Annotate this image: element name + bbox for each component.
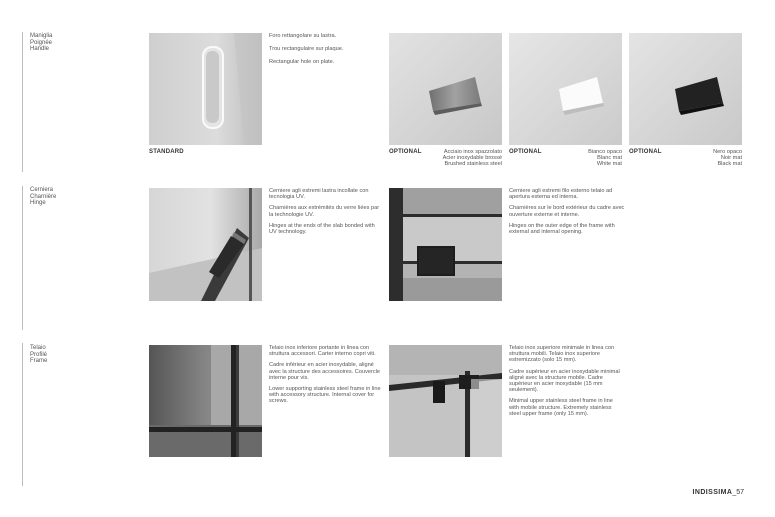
text-it: Cerniere agli estremi filo esterno telaio ad apertura esterna ed interna.: [509, 188, 613, 201]
handle-optional-steel-photo: [389, 33, 502, 145]
hinge-uv-text: [269, 188, 384, 240]
text-fr: Charnières aux extrémités du verre liées par la technologie UV.: [269, 205, 380, 218]
text-en: Lower supporting stainless steel frame in line with accessory structure. Internal cover for screws.: [269, 386, 381, 405]
text-en: Minimal upper stainless steel frame in line with mobile structure. Extremely stainless steel upper frame (only 15 mm).: [509, 398, 613, 417]
frame-upper-text: [509, 345, 621, 422]
frame-lower-photo: [149, 345, 262, 457]
page-footer: [693, 489, 744, 496]
frame-lower-text: [269, 345, 384, 410]
section-rule-handle: [22, 32, 23, 172]
text-en: Hinges on the outer edge of the frame with external and internal opening.: [509, 222, 615, 236]
section-label-hinge: Cerniera Charnière Hinge: [30, 187, 57, 207]
text-fr: Cadre supérieur en acier inoxydable minimal aligné avec la structure mobile. Cadre supérieur en acier inoxydable (15 mm seulement).: [509, 368, 620, 394]
text-it: Telaio inox inferiore portante in linea con struttura accessori. Carter interno copri viti.: [269, 345, 376, 358]
handle-optional-3-tag: OPTIONAL: [629, 149, 662, 155]
handle-optional-2-finish: Bianco opaco Blanc mat White mat: [588, 149, 622, 168]
text-en: Rectangular hole on plate.: [269, 59, 335, 66]
section-rule-frame: [22, 343, 23, 486]
frame-upper-photo: [389, 345, 502, 457]
section-label-frame: Telaio Profilé Frame: [30, 345, 48, 365]
section-label-handle: Maniglia Poignée Handle: [30, 33, 53, 53]
text-fr: Trou rectangulaire sur plaque.: [269, 46, 344, 53]
text-en: Hinges at the ends of the slab bonded with UV technology.: [269, 222, 375, 236]
hinge-frame-photo: [389, 188, 502, 301]
handle-standard-caption: STANDARD: [149, 149, 184, 155]
brand-name: INDISSIMA: [692, 489, 733, 496]
text-fr: Charnières sur le bord extérieur du cadre avec ouverture externe et interne.: [509, 205, 625, 218]
handle-optional-1-tag: OPTIONAL: [389, 149, 422, 155]
handle-standard-photo: [149, 33, 262, 145]
handle-optional-black-photo: [629, 33, 742, 145]
handle-optional-2-tag: OPTIONAL: [509, 149, 542, 155]
text-it: Foro rettangolare su lastra.: [269, 33, 337, 39]
handle-standard-text: [269, 33, 384, 71]
handle-optional-3-finish: Nero opaco Noir mat Black mat: [713, 149, 742, 168]
hinge-uv-photo: [149, 188, 262, 301]
hinge-frame-text: [509, 188, 627, 240]
section-rule-hinge: [22, 186, 23, 330]
text-it: Cerniere agli estremi lastra incollate con tecnologia UV.: [269, 188, 369, 201]
text-fr: Cadre inférieur en acier inoxydable, aligné avec la structure des accessoires. Couvercle interne pour vis.: [269, 362, 380, 381]
page-number: _57: [732, 489, 744, 496]
handle-optional-white-photo: [509, 33, 622, 145]
handle-optional-1-finish: Acciaio inox spazzolato Acier inoxydable brossé Brushed stainless steel: [442, 149, 502, 168]
text-it: Telaio inox superiore minimale in linea con struttura mobili. Telaio inox superiore estremizzato (solo 15 mm).: [509, 345, 615, 364]
